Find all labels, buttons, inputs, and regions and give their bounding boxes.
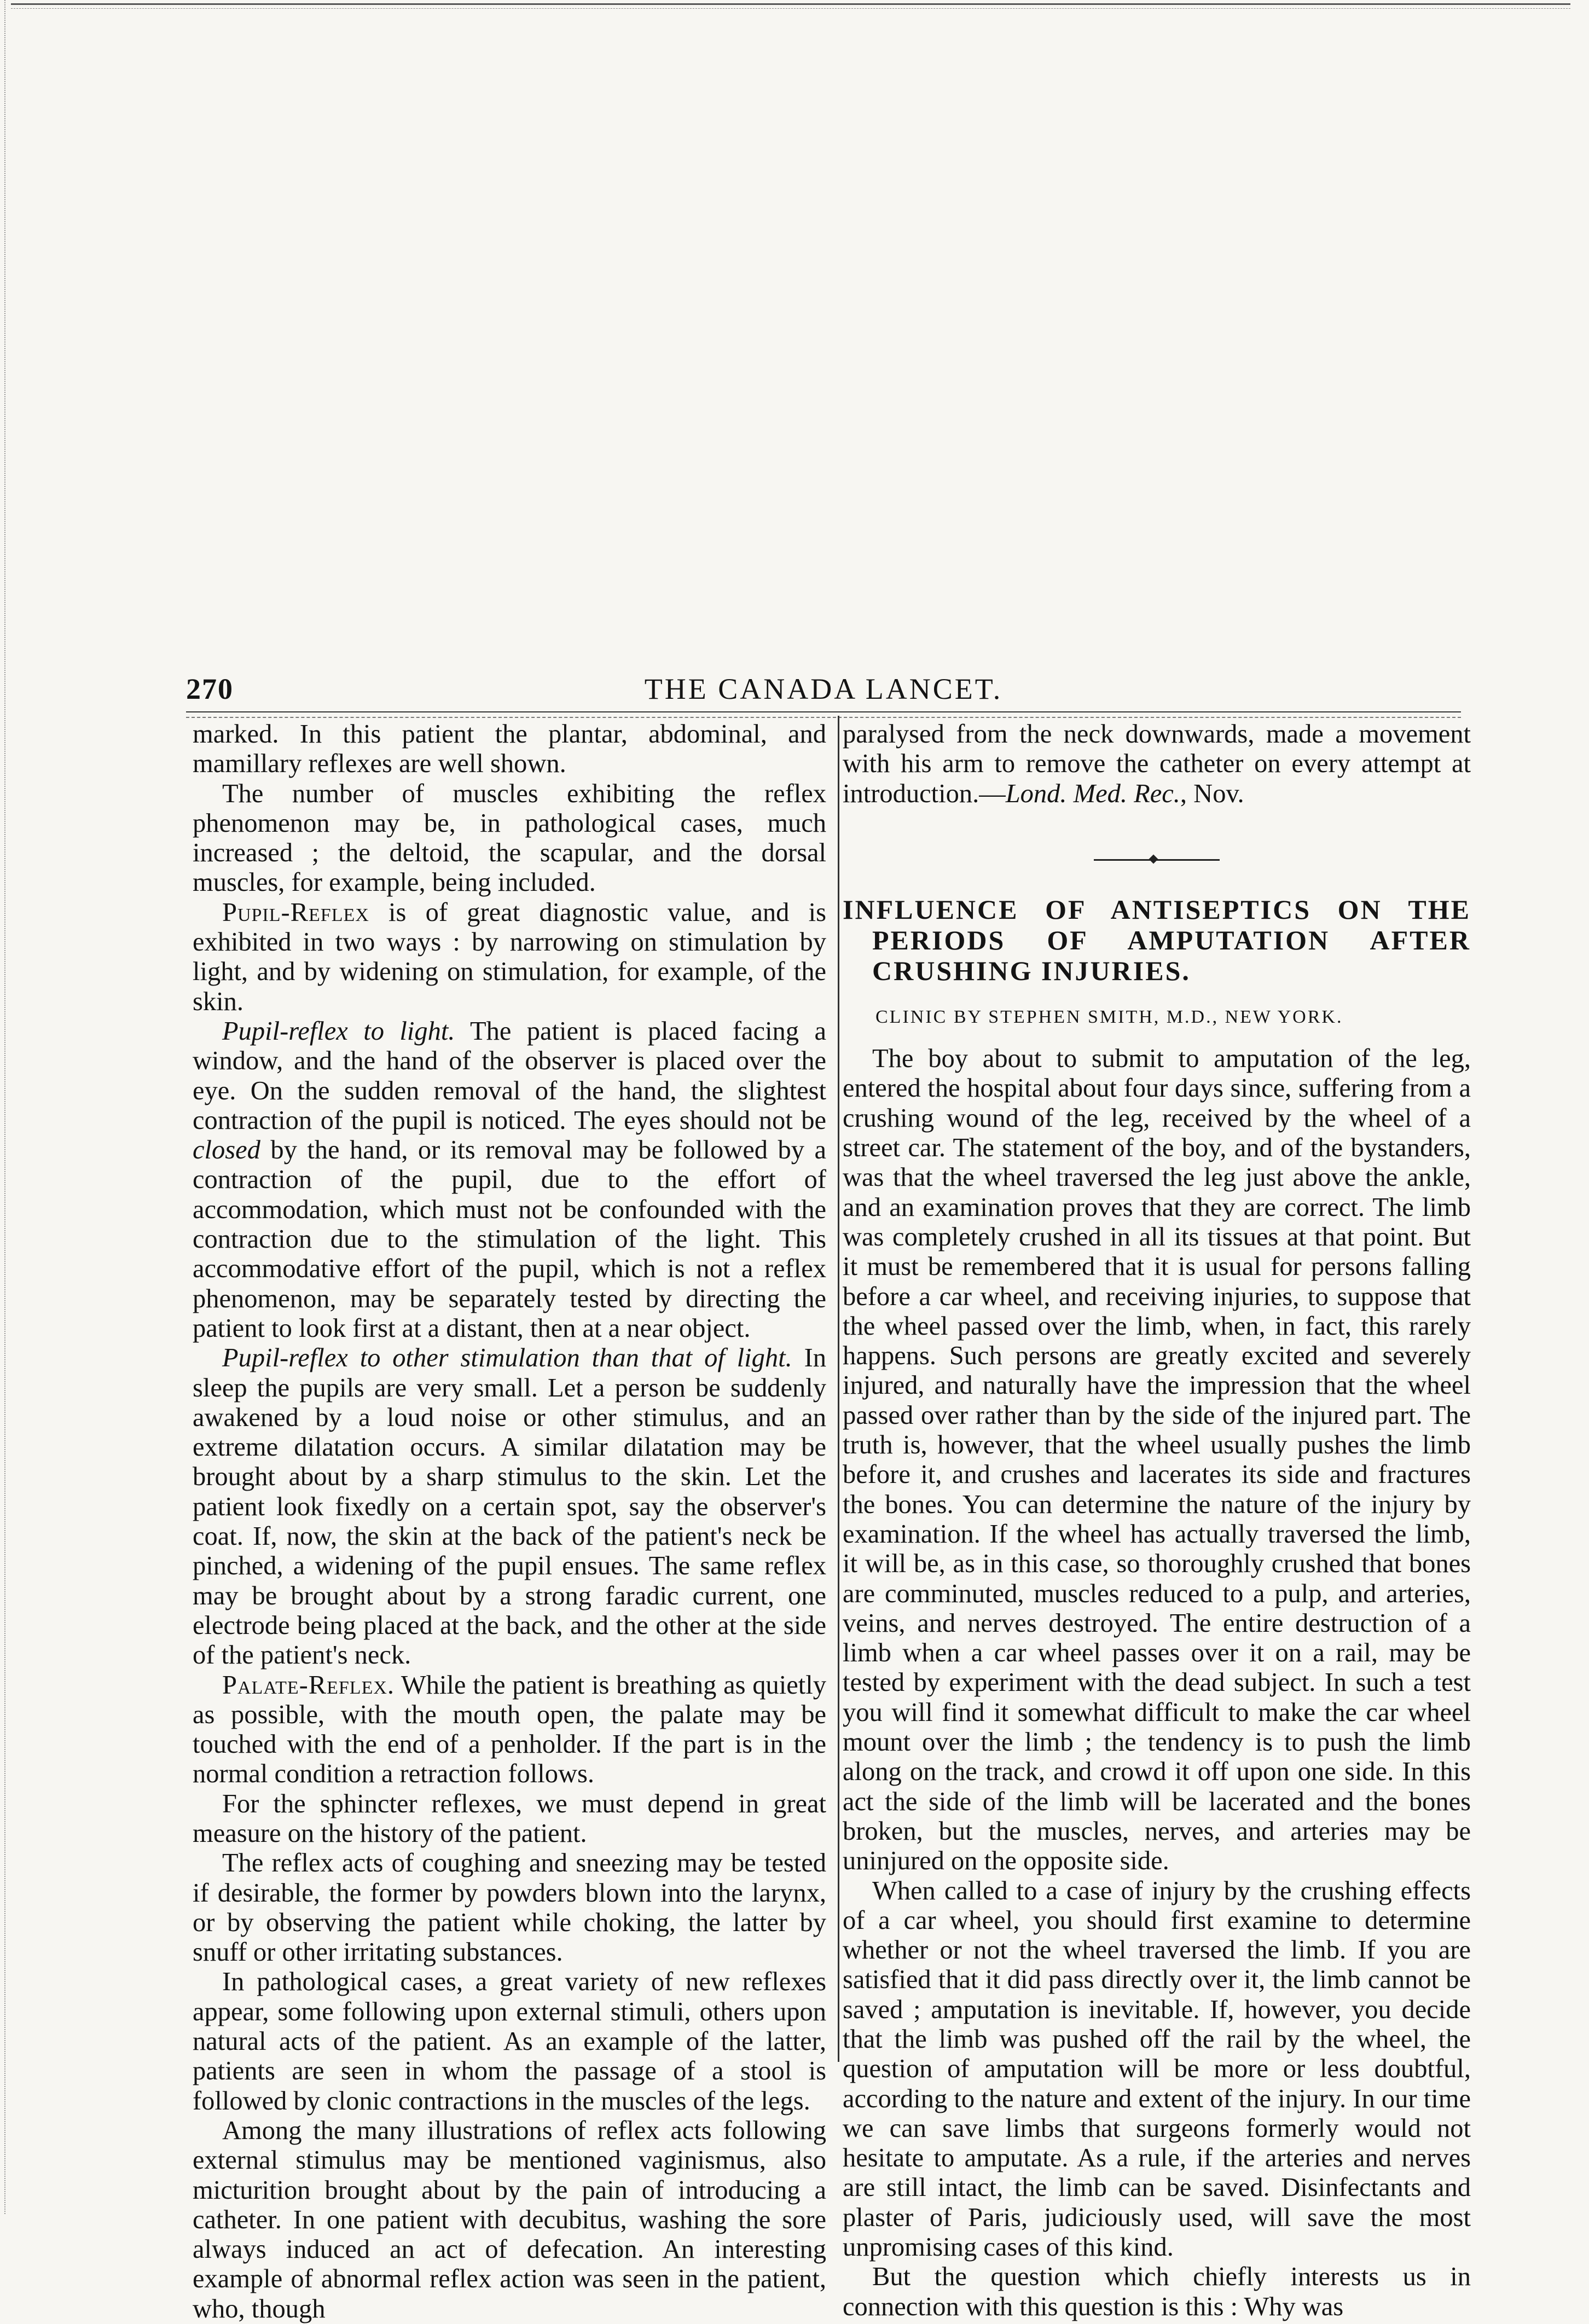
paragraph: marked. In this patient the plantar, abdominal, and mamillary reflexes are well shown. (193, 720, 826, 779)
citation-source: Lond. Med. Rec. (1005, 779, 1180, 808)
paragraph: But the question which chiefly interests us in connection with this question is this : Why was (843, 2262, 1471, 2321)
paragraph: Among the many illustrations of reflex acts following external stimulus may be mentioned vaginismus, also micturition brought about by the pain of introducing a catheter. In one patient with decubitus, washing the sore always induced an act of defecation. An interesting example of abnormal reflex action was seen in the patient, who, though (193, 2116, 826, 2323)
paragraph: The reflex acts of coughing and sneezing may be tested if desirable, the former by powders blown into the larynx, or by observing the patient while choking, the latter by snuff or other irritating substances. (193, 1848, 826, 1967)
article-title-line: PERIODS OF AMPUTATION AFTER (872, 924, 1471, 955)
right-column (843, 720, 1471, 2322)
emphasis: closed (193, 1135, 260, 1165)
running-head (186, 672, 1461, 707)
paragraph (193, 1343, 826, 1670)
subsection-heading: Pupil-reflex to light. (222, 1016, 455, 1046)
paragraph-text: , Nov. (1180, 779, 1244, 808)
paragraph-text: paralysed from the neck downwards, made a movement with his arm to remove the catheter on every attempt at introduction.— (843, 720, 1471, 808)
paragraph: The number of muscles exhibiting the reflex phenomenon may be, in pathological cases, much increased ; the deltoid, the scapular, and the dorsal muscles, for example, being included. (193, 779, 826, 897)
paragraph (193, 898, 826, 1017)
page-edge (4, 0, 8, 2214)
paragraph-text: is of great diagnostic value, and is exhibited in two ways : by narrowing on stimulation by light, and by widening on stimulation, for example, of the skin. (193, 897, 826, 1016)
paragraph-text: by the hand, or its removal may be followed by a contraction of the pupil, due to the effort of accommodation, which must not be confounded with the contraction due to the stimulation of the light. This accommodative effort of the pupil, which is not a reflex phenomenon, may be separately tested by directing the patient to look first at a distant, then at a near object. (193, 1135, 826, 1343)
section-heading: Pupil-Reflex (222, 897, 369, 927)
byline: CLINIC BY STEPHEN SMITH, M.D., NEW YORK. (875, 1006, 1343, 1027)
ornamental-divider (1094, 856, 1220, 863)
paragraph-text: The patient is placed facing a window, and the hand of the observer is placed over the eye. On the sudden removal of the hand, the slightest contraction of the pupil is noticed. The eyes should not be (193, 1016, 826, 1135)
paragraph-text: While the patient is breathing as quietly as possible, with the mouth open, the palate may be touched with the end of a penholder. If the part is in the normal condition a retraction follows. (193, 1670, 826, 1789)
left-column (193, 720, 826, 2324)
paragraph: In pathological cases, a great variety of new reflexes appear, some following upon external stimuli, others upon natural acts of the patient. As an example of the latter, patients are seen in whom the passage of a stool is followed by clonic contractions in the muscles of the legs. (193, 1967, 826, 2116)
paragraph: The boy about to submit to amputation of the leg, entered the hospital about four days since, suffering from a crushing wound of the leg, received by the wheel of a street car. The statement of the boy, and of the bystanders, was that the wheel traversed the leg just above the ankle, and an examination proves that they are correct. The limb was completely crushed in all its tissues at that point. But it must be remembered that it is usual for persons falling before a car wheel, and receiving injuries, to suppose that the wheel passed over the limb, when, in fact, this rarely happens. Such persons are greatly excited and severely injured, and naturally have the impression that the wheel passed over rather than by the side of the injured part. The truth is, however, that the wheel usually pushes the limb before it, and crushes and lacerates its side and fractures the bones. You can determine the nature of the injury by examination. If the wheel has actually traversed the limb, it will be, as in this case, so thoroughly crushed that bones are comminuted, muscles reduced to a pulp, and arteries, veins, and nerves destroyed. The entire destruction of a limb when a car wheel passes over it on a rail, may be tested by experiment with the dead subject. In such a test you will find it somewhat difficult to make the car wheel mount over the limb ; the tendency is to push the limb along on the track, and crowd it off upon one side. In this act the side of the limb will be lacerated and the bones broken, but the muscles, nerves, and arteries may be uninjured on the opposite side. (843, 1044, 1471, 1876)
article-title-line: INFLUENCE OF ANTISEPTICS ON THE (843, 894, 1471, 925)
journal-title: THE CANADA LANCET. (644, 673, 1003, 705)
paragraph (843, 720, 1471, 809)
paragraph-text: In sleep the pupils are very small. Let a person be suddenly awakened by a loud noise or other stimulus, and an extreme dilatation occurs. A similar dilatation may be brought about by a sharp stimulus to the skin. Let the patient look fixedly on a certain spot, say the observer's coat. If, now, the skin at the back of the patient's neck be pinched, a widening of the pupil ensues. The same reflex may be brought about by a strong faradic current, one electrode being placed at the back, and the other at the side of the patient's neck. (193, 1343, 827, 1670)
subsection-heading: Pupil-reflex to other stimulation than that of light. (222, 1343, 792, 1373)
paragraph: When called to a case of injury by the crushing effects of a car wheel, you should first examine to determine whether or not the wheel traversed the limb. If you are satisfied that it did pass directly over it, the limb cannot be saved ; amputation is inevitable. If, however, you decide that the limb was pushed off the rail by the wheel, the question of amputation will be more or less doubtful, according to the nature and extent of the injury. In our time we can save limbs that surgeons formerly would not hesitate to amputate. As a rule, if the arteries and nerves are still intact, the limb can be saved. Disinfectants and plaster of Paris, judiciously used, will save the most unpromising cases of this kind. (843, 1876, 1471, 2262)
page-number: 270 (186, 673, 234, 705)
article-title (843, 894, 1471, 986)
paragraph: For the sphincter reflexes, we must depend in great measure on the history of the patient. (193, 1789, 826, 1848)
paragraph (193, 1017, 826, 1343)
article-title-line: CRUSHING INJURIES. (872, 955, 1191, 986)
section-heading: Palate-Reflex. (222, 1670, 395, 1700)
top-edge-rule (11, 3, 1570, 9)
paragraph (193, 1671, 826, 1789)
header-rule (186, 711, 1461, 718)
column-divider (838, 716, 839, 2062)
